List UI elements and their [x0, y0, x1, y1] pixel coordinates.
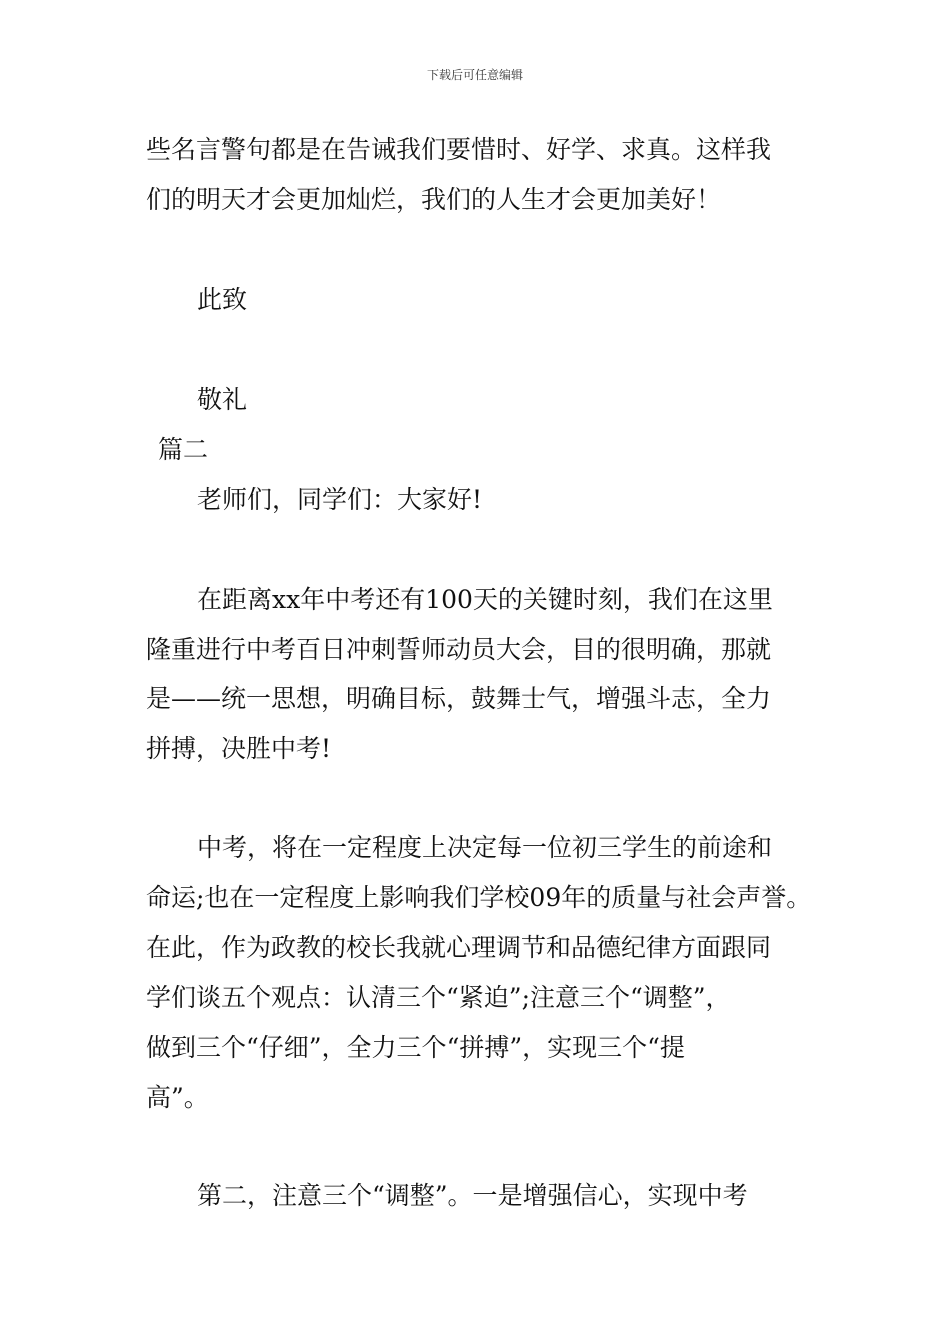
paragraph-line: 隆重进行中考百日冲刺誓师动员大会，目的很明确，那就: [146, 635, 772, 664]
paragraph-line: 第二，注意三个“调整”。一是增强信心，实现中考: [197, 1181, 748, 1210]
paragraph-line: 是——统一思想，明确目标，鼓舞士气，增强斗志，全力: [146, 684, 772, 713]
paragraph-line: 些名言警句都是在告诫我们要惜时、好学、求真。这样我: [146, 135, 772, 164]
paragraph-line: 拼搏，决胜中考!: [146, 734, 332, 763]
greeting-line: 老师们，同学们：大家好!: [197, 485, 483, 514]
closing-salutation: 此致: [197, 285, 248, 314]
closing-salutation: 敬礼: [197, 385, 248, 414]
paragraph-line: 中考，将在一定程度上决定每一位初三学生的前途和: [197, 833, 773, 862]
paragraph-line: 做到三个“仔细”，全力三个“拼搏”，实现三个“提: [146, 1033, 685, 1062]
page-header: 下载后可任意编辑: [426, 68, 523, 82]
paragraph-line: 在距离xx年中考还有100天的关键时刻，我们在这里: [197, 585, 773, 614]
paragraph-line: 命运;也在一定程度上影响我们学校09年的质量与社会声誉。: [146, 883, 812, 912]
paragraph-line: 学们谈五个观点：认清三个“紧迫”;注意三个“调整”，: [146, 983, 731, 1012]
section-heading: 篇二: [158, 435, 209, 464]
paragraph-line: 们的明天才会更加灿烂，我们的人生才会更加美好！: [146, 185, 722, 214]
paragraph-line: 高”。: [146, 1083, 209, 1112]
paragraph-line: 在此，作为政教的校长我就心理调节和品德纪律方面跟同: [146, 933, 772, 962]
